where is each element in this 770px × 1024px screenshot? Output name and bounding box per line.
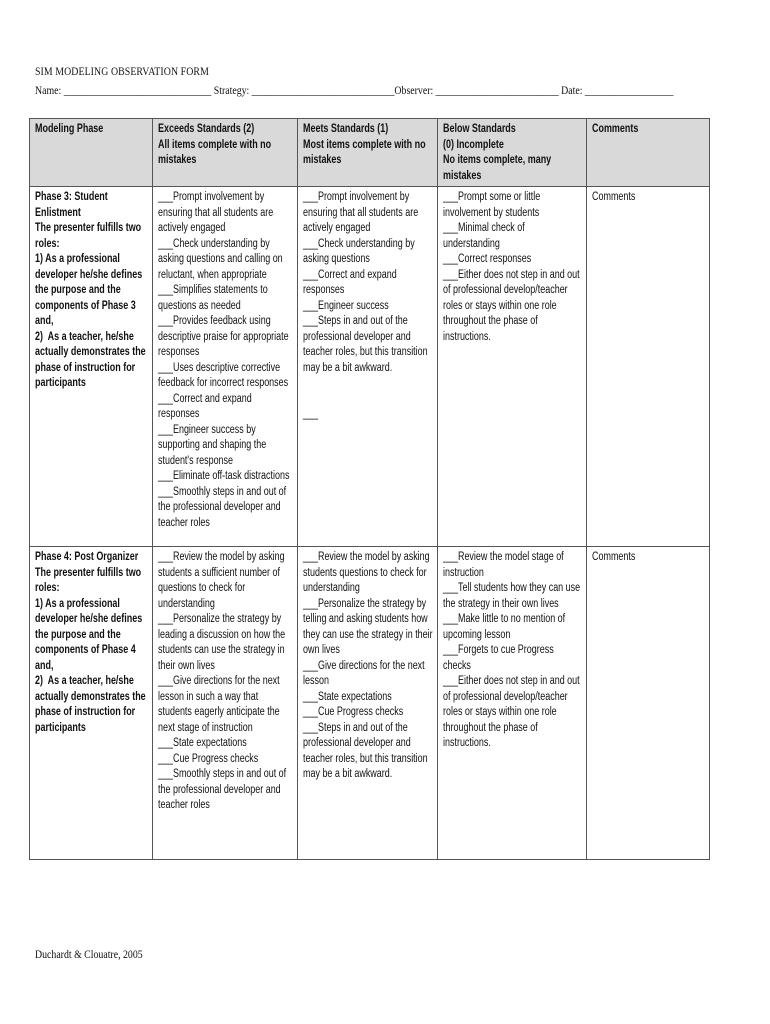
phase-4-exceeds: ___Review the model by asking students a sufficient number of questions to check for understanding ___Personalize the strategy by leading a discussion on how the students can use the strategy in their own lives ___Give directions for the next lesson in such a way that students eagerly anticipate the next stage of instruction ___State expectations ___Cue Progress checks ___Smoothly steps in and out of the professional developer and teacher roles: [153, 547, 298, 860]
phase-3-meets: ___Prompt involvement by ensuring that all students are actively engaged ___Check understanding by asking questions ___Correct and expand responses ___Engineer success ___Steps in and out of the professional developer and teacher roles, but this transition may be a bit awkward. ___: [298, 187, 438, 547]
header-below-standards: Below Standards (0) Incomplete No items complete, many mistakes: [438, 119, 587, 187]
phase-3-description: Phase 3: Student Enlistment The presenter fulfills two roles: 1) As a professional developer he/she defines the purpose and the components of Phase 3 and, 2) As a teacher, he/she actually demonstrates the phase of instruction for participants: [30, 187, 153, 547]
header-exceeds-standards: Exceeds Standards (2) All items complete with no mistakes: [153, 119, 298, 187]
header-modeling-phase: Modeling Phase: [30, 119, 153, 187]
footer-citation: Duchardt & Clouatre, 2005: [35, 947, 143, 961]
phase-4-description: Phase 4: Post Organizer The presenter fulfills two roles: 1) As a professional developer he/she defines the purpose and the components of Phase 4 and, 2) As a teacher, he/she actually demonstrates the phase of instruction for participants: [30, 547, 153, 860]
header-meets-standards: Meets Standards (1) Most items complete with no mistakes: [298, 119, 438, 187]
phase-3-exceeds: ___Prompt involvement by ensuring that all students are actively engaged ___Check understanding by asking questions and calling on reluctant, when appropriate ___Simplifies statements to questions as needed ___Provides feedback using descriptive praise for appropriate responses ___Uses descriptive corrective feedback for incorrect responses ___Correct and expand responses ___Engineer success by supporting and shaping the student's response ___Eliminate off-task distractions ___Smoothly steps in and out of the professional developer and teacher roles: [153, 187, 298, 547]
table-row-phase-3: [30, 187, 710, 547]
phase-4-meets: ___Review the model by asking students questions to check for understanding ___Personalize the strategy by telling and asking students how they can use the strategy in their own lives ___Give directions for the next lesson ___State expectations ___Cue Progress checks ___Steps in and out of the professional developer and teacher roles, but this transition may be a bit awkward.: [298, 547, 438, 860]
phase-3-comments: Comments: [587, 187, 710, 547]
table-header-row: [30, 119, 710, 187]
phase-4-comments: Comments: [587, 547, 710, 860]
phase-3-below: ___Prompt some or little involvement by students ___Minimal check of understanding ___Correct responses ___Either does not step in and out of professional develop/teacher roles or stays within one role throughout the phase of instructions.: [438, 187, 587, 547]
phase-4-below: ___Review the model stage of instruction ___Tell students how they can use the strategy in their own lives ___Make little to no mention of upcoming lesson ___Forgets to cue Progress checks ___Either does not step in and out of professional develop/teacher roles or stays within one role throughout the phase of instructions.: [438, 547, 587, 860]
table-row-phase-4: [30, 547, 710, 860]
form-title: SIM MODELING OBSERVATION FORM: [35, 64, 209, 78]
observation-rubric-table: [29, 118, 710, 860]
form-fields-line: Name: ______________________________ Strategy: _____________________________Observer: _________________________ Date: __________________: [35, 83, 674, 97]
header-comments: Comments: [587, 119, 710, 187]
